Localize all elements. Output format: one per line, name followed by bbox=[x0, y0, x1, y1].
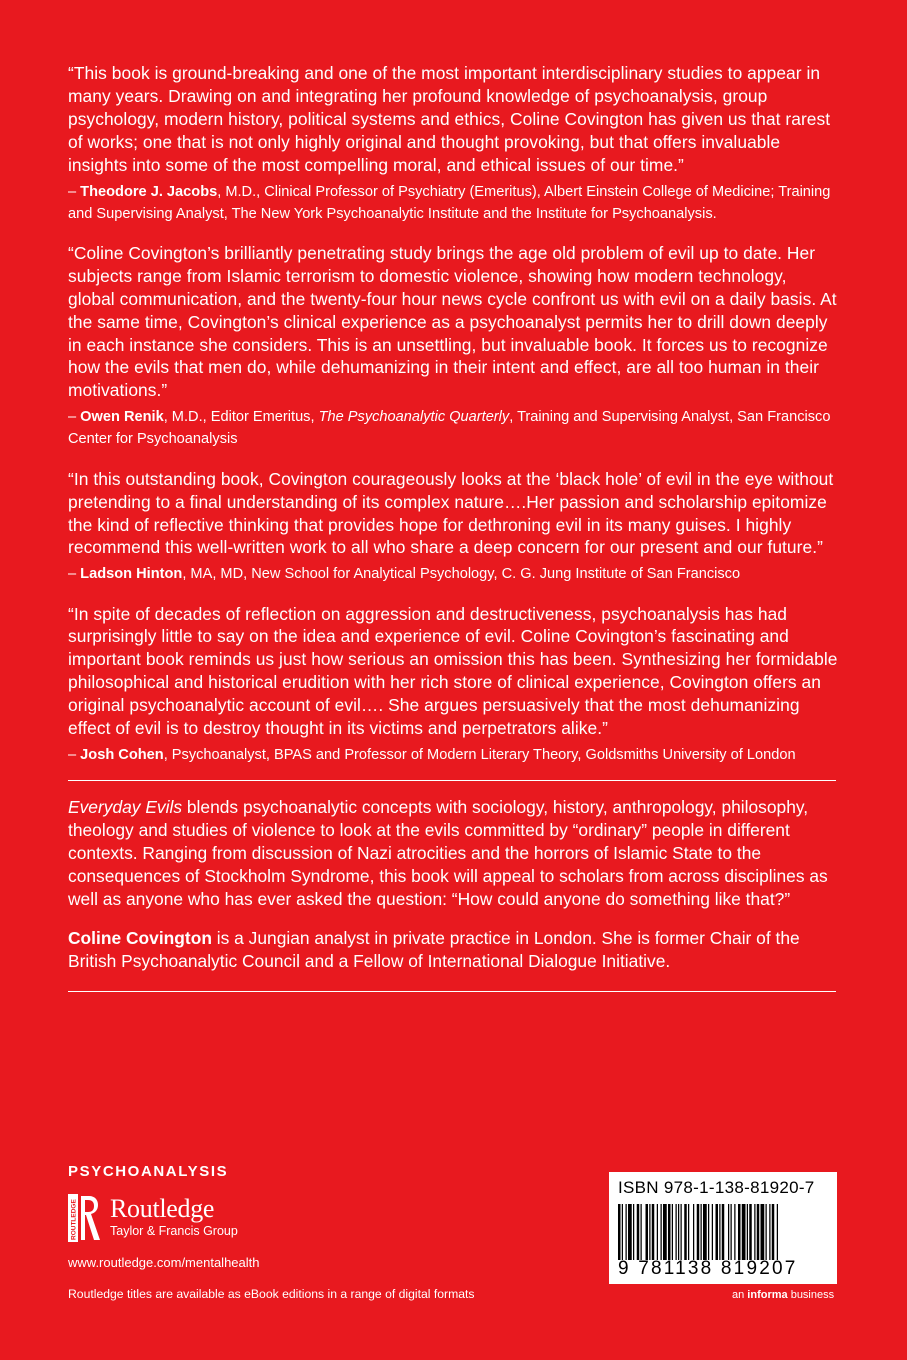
routledge-r-logo-icon bbox=[68, 1194, 100, 1242]
barcode-bar bbox=[742, 1204, 746, 1260]
routledge-logo bbox=[68, 1194, 288, 1248]
barcode-bar bbox=[712, 1204, 713, 1260]
book-title: Everyday Evils bbox=[68, 797, 183, 818]
barcode-bar bbox=[747, 1204, 748, 1260]
barcode-bar bbox=[678, 1204, 679, 1260]
endorsement-attribution: – Josh Cohen, Psychoanalyst, BPAS and Professor of Modern Literary Theory, Goldsmiths University of London bbox=[68, 746, 796, 763]
barcode-bar bbox=[703, 1204, 707, 1260]
barcode-bar bbox=[693, 1204, 694, 1260]
endorsement-3 bbox=[68, 468, 838, 586]
barcode-bar bbox=[649, 1204, 650, 1260]
barcode-bar bbox=[626, 1204, 627, 1260]
barcode-bar bbox=[708, 1204, 709, 1260]
barcode-bar bbox=[646, 1204, 649, 1260]
barcode-bar bbox=[728, 1204, 729, 1260]
barcode-bar bbox=[681, 1204, 682, 1260]
divider-bottom bbox=[68, 991, 836, 992]
endorsement-4 bbox=[68, 603, 838, 767]
barcode-bar bbox=[633, 1204, 634, 1260]
barcode-bar bbox=[688, 1204, 689, 1260]
barcode-bar bbox=[757, 1204, 760, 1260]
barcode-bar bbox=[719, 1204, 720, 1260]
isbn-number: ISBN 978-1-138-81920-7 bbox=[618, 1178, 815, 1197]
endorsement-2 bbox=[68, 242, 838, 451]
barcode-bar bbox=[716, 1204, 719, 1260]
publisher-name: Routledge bbox=[110, 1194, 215, 1223]
barcode-bar bbox=[676, 1204, 677, 1260]
barcode-bar bbox=[628, 1204, 632, 1260]
ebook-note: Routledge titles are available as eBook editions in a range of digital formats bbox=[68, 1287, 475, 1301]
barcode-bar bbox=[684, 1204, 687, 1260]
barcode-bar bbox=[652, 1204, 655, 1260]
back-cover-text bbox=[68, 62, 838, 992]
barcode-bar bbox=[731, 1204, 732, 1260]
barcode-bar bbox=[722, 1204, 725, 1260]
divider-top bbox=[68, 780, 836, 781]
barcode-bar bbox=[701, 1204, 702, 1260]
barcode-bar bbox=[766, 1204, 767, 1260]
barcode-digits: 9 781138 819207 bbox=[618, 1258, 798, 1279]
author-name: Coline Covington bbox=[68, 927, 212, 948]
barcode-bar bbox=[657, 1204, 658, 1260]
endorsement-attribution: – Theodore J. Jacobs, M.D., Clinical Professor of Psychiatry (Emeritus), Albert Einstein College of Medicine; Training and Supervising Analyst, The New York Psychoanalytic Institute and the Institute for Psychoanalysis. bbox=[68, 183, 831, 222]
endorsement-quote: “This book is ground-breaking and one of the most important interdisciplinary studies to appear in many years. Drawing on and integrating her profound knowledge of psychoanalysis, group psychology, modern history, political systems and ethics, Coline Covington has given us that rarest of works; one that is not only highly original and thought provoking, but that offers invaluable insights into some of the most compelling moral, and ethical issues of our time.” bbox=[68, 63, 831, 175]
barcode-bar bbox=[738, 1204, 741, 1260]
subject-category: PSYCHOANALYSIS bbox=[68, 1163, 229, 1180]
endorsement-quote: “Coline Covington’s brilliantly penetrating study brings the age old problem of evil up to date. Her subjects range from Islamic terrorism to domestic violence, showing how modern technology, global communication, and the twenty-four hour news cycle confront us with evil on a daily basis. At the same time, Covington’s clinical experience as a psychoanalyst permits her to drill down deeply in each instance she considers. This is an unsettling, but invaluable book. It forces us to recognize how the evils that men do, while dehumanizing in their intent and effect, are all too human in their motivations.” bbox=[68, 242, 837, 401]
barcode-bar bbox=[777, 1204, 778, 1260]
barcode-bar bbox=[622, 1204, 623, 1260]
endorsement-attribution: – Ladson Hinton, MA, MD, New School for Analytical Psychology, C. G. Jung Institute of San Francisco bbox=[68, 566, 741, 583]
isbn-barcode bbox=[609, 1172, 837, 1284]
book-description: Everyday Evils blends psychoanalytic concepts with sociology, history, anthropology, philosophy, theology and studies of violence to look at the evils committed by “ordinary” people in different contexts. Ranging from discussion of Nazi atrocities and the horrors of Islamic State to the consequences of Stockholm Syndrome, this book will appeal to scholars from across disciplines as well as anyone who has ever asked the question: “How could anyone do something like that?” bbox=[68, 797, 828, 909]
barcode-bar bbox=[637, 1204, 640, 1260]
barcode-bar bbox=[761, 1204, 765, 1260]
endorsement-attribution: – Owen Renik, M.D., Editor Emeritus, The Psychoanalytic Quarterly, Training and Supervising Analyst, San Francisco Center for Psychoanalysis bbox=[68, 409, 831, 448]
publisher-url[interactable]: www.routledge.com/mentalhealth bbox=[68, 1255, 260, 1270]
barcode-bars bbox=[618, 1204, 828, 1262]
barcode-bar bbox=[772, 1204, 775, 1260]
endorser-name: Owen Renik bbox=[80, 409, 164, 426]
barcode-bar bbox=[769, 1204, 770, 1260]
endorsement-quote: “In spite of decades of reflection on aggression and destructiveness, psychoanalysis has had surprisingly little to say on the idea and experience of evil. Coline Covington’s fascinating and important book reminds us just how serious an omission this has been. Synthesizing her formidable philosophical and historical erudition with her rich store of clinical experience, Covington offers an original psychoanalytic account of evil…. She argues persuasively that the most dehumanizing effect of evil is to destroy thought in its victims and perpetrators alike.” bbox=[68, 603, 838, 739]
barcode-bar bbox=[697, 1204, 700, 1260]
barcode-bar bbox=[663, 1204, 667, 1260]
cover-footer bbox=[68, 1160, 838, 1320]
barcode-bar bbox=[641, 1204, 642, 1260]
barcode-bar bbox=[668, 1204, 671, 1260]
endorser-name: Josh Cohen bbox=[80, 746, 164, 763]
endorser-name: Ladson Hinton bbox=[80, 566, 183, 583]
author-bio: Coline Covington is a Jungian analyst in private practice in London. She is former Chair of the British Psychoanalytic Council and a Fellow of International Dialogue Initiative. bbox=[68, 927, 800, 971]
informa-tagline: an informa business bbox=[732, 1289, 835, 1301]
barcode-bar bbox=[672, 1204, 673, 1260]
endorsement-1 bbox=[68, 62, 838, 225]
journal-title: The Psychoanalytic Quarterly bbox=[318, 409, 510, 426]
barcode-bar bbox=[734, 1204, 735, 1260]
barcode-bar bbox=[661, 1204, 662, 1260]
endorsement-quote: “In this outstanding book, Covington courageously looks at the ‘black hole’ of evil in the eye without pretending to a final understanding of its complex nature….Her passion and scholarship epitomize the kind of reflective thinking that provides hope for dethroning evil in its many guises. I highly recommend this well-written work to all who share a deep concern for our present and our future.” bbox=[68, 468, 834, 558]
barcode-bar bbox=[618, 1204, 621, 1260]
svg-text:ROUTLEDGE: ROUTLEDGE bbox=[70, 1199, 78, 1240]
barcode-bar bbox=[749, 1204, 752, 1260]
barcode-bar bbox=[754, 1204, 755, 1260]
publisher-group: Taylor & Francis Group bbox=[110, 1224, 238, 1238]
endorser-name: Theodore J. Jacobs bbox=[80, 183, 218, 200]
